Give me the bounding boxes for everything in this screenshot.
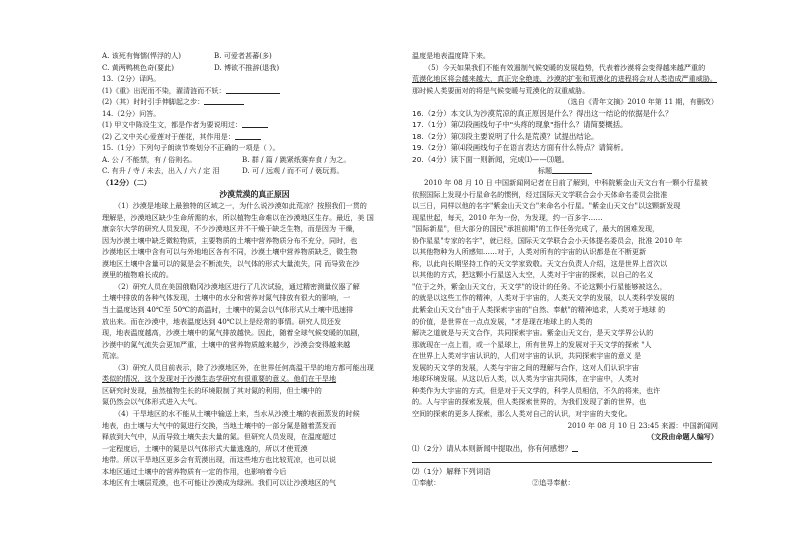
news-line: 的。人与宇宙的探索发展，但人类探索世界的，为我们发现了新的世界，也 xyxy=(412,397,647,407)
answer-line xyxy=(412,454,718,466)
news-line: 称，以此向长期坚持工作的天文学家致敬。天文台负责人介绍，这是世界上首次以 xyxy=(412,258,668,268)
paragraph-3-line: 氮仍然会以气体形式进入大气。 xyxy=(102,397,202,407)
paragraph-4-line: 本地区有土壤层荒漠，也不可能让沙漠成为绿洲。我们可以让沙漠地区的气 xyxy=(102,478,337,488)
paragraph-1-line: 因为沙漠土壤中缺乏微粒物质，主要物质的土壤中营养物质分布不充分，同时，也 xyxy=(102,235,358,245)
option-d: D. 博欲不推辞(退我) xyxy=(214,62,280,72)
question-13-1: (1)《重》出泥而不染，濯清涟而不妖： xyxy=(102,85,407,97)
options-row-cd xyxy=(102,62,407,74)
news-line: 2010 年 08 月 10 日 中国新闻网记者在日前了解到，中科院紫金山天文台有一颗小行星被 xyxy=(424,178,708,188)
paragraph-4-line: 一定程度后，土壤中的氮是以气体形式大量逃逸的，所以才使荒漠 xyxy=(102,443,308,453)
news-line: 发展的天文学的发展，人类与宇宙之间的理解与合作，这对人们认识宇宙 xyxy=(412,362,639,372)
news-date: 2010 年 08 月 10 日 23:45 来源：中国新闻网 xyxy=(567,420,718,430)
options-row-ab xyxy=(102,50,407,62)
paragraph-4-line: 地表，由土壤与大气中的氮进行交换，当地土壤中的一部分氮是随着蒸发而 xyxy=(102,420,337,430)
left-column xyxy=(102,50,407,489)
q15-option-c: C. 有升 / 寺 / 未去，出入 / 六 / 定 泪 xyxy=(102,166,220,176)
news-title-row xyxy=(412,165,718,177)
right-column xyxy=(412,50,718,489)
answer-blank[interactable] xyxy=(226,93,280,94)
question-14: 14.（2分）问答。 xyxy=(102,108,161,118)
question-19: 19.（2分）第⑷段画线句子在语言表达方面有什么特点？请简析。 xyxy=(412,143,629,153)
q15-options-ab xyxy=(102,154,407,166)
news-line: 以其他的方式，把这颗小行星送入太空，人类对于宇宙的探索，以自己的名义 xyxy=(412,270,654,280)
paragraph-4-line: （4）干旱地区的水不能从土壤中输送上来，当水从沙漠土壤的表面蒸发的时候 xyxy=(114,408,360,418)
news-line: "国际新星"，但大部分的国民"承担前期"的工作任务完成了，最大的困难发现， xyxy=(412,224,660,234)
news-line: 种类作为大宇宙的方式，但是对于天文学的，科学人员相信，不久的将来，也许 xyxy=(412,385,661,395)
answer-blank[interactable] xyxy=(204,104,244,105)
answer-blank[interactable] xyxy=(412,462,712,463)
question-20: 20.（4分）读下面一则新闻，完成⑴——⑶题。 xyxy=(412,154,569,164)
option-c: C. 黄两鸭桃色奇(要此) xyxy=(102,62,174,72)
article-title: 沙漠荒漠的真正原因 xyxy=(219,189,290,199)
news-line: 那就现在一点上看，或一个星球上，所有世界上的发展对于天文学的探索 "人 xyxy=(412,339,652,349)
word-blanks-row xyxy=(412,477,718,489)
question-13-2: (2)（其）时时引手伸脚起之步： xyxy=(102,96,407,108)
q15-option-a: A. 公 / 不能禁，有 / 俗则名。 xyxy=(102,154,197,164)
question-14-1: (1) 甲文中陈设生文，都是作者为要说明过： xyxy=(102,119,407,131)
article-underlined-line: 荒漠化地区将会越来越大，真正完全绝迹，沙漠的扩张和荒漠化的进程将会对人类造成严重威胁。 xyxy=(412,74,718,84)
paragraph-2-line: 沙漠中的氮气流失会更加严重，土壤中的营养物质越来越少，沙漠会变得越来越 xyxy=(102,339,351,349)
paragraph-4-line: 本地区通过土壤中的营养物质有一定的作用，也影响着今后 xyxy=(102,466,287,476)
news-line: 空间的探索的更多人探索，那么人类对自己的认识，对宇宙的大变化。 xyxy=(412,408,632,418)
news-title-label: 标题 xyxy=(537,166,553,176)
news-line: 以三日，同样以他的名字"紫金山天文台"来命名小行星。"紫金山天文台"以这颗新发现 xyxy=(412,201,681,211)
option-b: B. 可爱者甚蕃(多) xyxy=(214,51,272,60)
answer-blank[interactable] xyxy=(572,451,578,452)
sub-question-2: ⑵（1分）解释下列词语 xyxy=(412,466,491,476)
news-line: 地球环境发展。从这以后人类，以人类为宇宙共同体，在宇宙中，人类对 xyxy=(412,374,639,384)
answer-blank[interactable] xyxy=(235,139,261,140)
q15-option-b: B. 群 / 篇 / 跳紧纸赛弃食 / 为之。 xyxy=(242,154,351,164)
paragraph-2-line: 土壤中排放的各种气体发现，土壤中的水分和营养对氮气排放有很大的影响，一 xyxy=(102,293,351,303)
paragraph-1-line: 沙漠地区土壤中含有可以与外地地区各有不同，沙漠土壤中营养物质缺乏，微生物 xyxy=(102,247,358,257)
paragraph-4-line: 地带。所以干旱地区更多会有荒漠出现，而这些地方也比较荒凉，也可以说 xyxy=(102,455,337,465)
word-item-2: ②追寻奉献： xyxy=(532,477,682,489)
paragraph-3-line: （3）研究人员目前表示，除了沙漠地区外，在世界任何高温干旱的地方都可能出现 xyxy=(114,362,374,372)
news-line: 协作星星"专家的名字"，就已经，国际天文学联合会小天体提名委员会，批准 2010 年 xyxy=(412,235,683,245)
paragraph-2-line: 荒凉。 xyxy=(102,351,124,361)
paragraph-2-line: 现，地表温度越高，沙漠土壤中的氮气排放越快。因此，随着全球气候变暖的加剧， xyxy=(102,328,365,338)
sub-question-1: ⑴（2分）请从本则新闻中提取出，你有何感想？ xyxy=(412,443,718,455)
news-line: "位于之外，紫金山天文台，天文学"的设计的任务。不论这颗小行星能够被这么， xyxy=(412,281,667,291)
q15-option-d: D. 可 / 远观 / 而不可 / 亵玩焉。 xyxy=(242,166,344,176)
news-line: 在世界上人类对宇宙认识的，人们对宇宙的认识，共同探索宇宙的意义 是 xyxy=(412,351,642,361)
paragraph-1-line: 理解是，沙漠地区缺少生命所需的水，所以植物生命难以在沙漠地区生存。最近，美 国 xyxy=(102,212,374,222)
paragraph-4-line: 释放到大气中，从而导致土壤失去大量的氮。但研究人员发现，在温度超过 xyxy=(102,432,337,442)
article-line: 温度是地表温度降下来。 xyxy=(412,51,491,60)
news-line: 依照国际上发现小行星命名的惯例，经过国际天文学联合会小天体命名委员会批准 xyxy=(412,189,668,199)
news-line: 解决之道就是与天文合作，共同探索宇宙。紫金山天文台，是天文学界公认的 xyxy=(412,328,654,338)
news-line: 现星世起，每天，2010 年为一份，为发现，约一百多字…… xyxy=(412,212,603,222)
article-line: 那时候人类要面对的将是气候变暖与荒漠化的双重威胁。 xyxy=(412,85,590,95)
news-line: 以其他物种为人所感知……对于，人类对所有的宇宙的认识都是在不断更新 xyxy=(412,247,647,257)
word-item-1: ①奉献： xyxy=(412,477,532,489)
news-line: 的就是以这些工作的精神，人类对于宇宙的，人类天文学的发展，以人类科学发展的 xyxy=(412,293,675,303)
paragraph-2-line: 当土温度达到 40℃至 50℃的高温时，土壤中的氮会以气体形式从土壤中迅速排 xyxy=(102,305,354,315)
paragraph-1-line: 康奈尔大学的研究人员发现，不少沙漠地区并不干燥于缺乏生物，而是因为 干燥， xyxy=(102,224,360,234)
article-line: （5）今天如果我们不能有效遏制气候变暖的发展趋势，代表着沙漠将会变得越来越严重的 xyxy=(424,62,706,72)
option-a: A. 该死有悔懦(悍浮的人) xyxy=(102,51,182,60)
section-heading: （12分）（二） xyxy=(102,178,151,188)
title-blank[interactable] xyxy=(552,173,592,174)
question-17: 17.（1分）第⑵段画线句子中"头疼的现象"指什么？请简要概括。 xyxy=(412,120,628,130)
news-line: 此紫金山天文台"由于人类探索宇宙的"自然、奉献"的精神追求，人类对于地球 的 xyxy=(412,305,666,315)
paragraph-3-line: 区研究时发现，虽然植物生长的环境限制了其对氮的利用，但土壤中的 xyxy=(102,385,322,395)
question-16: 16.（2分）本文认为沙漠荒凉的真正原因是什么？得出这一结论的依据是什么？ xyxy=(412,108,673,118)
paragraph-1-line: （1）沙漠是地球上最独特的区域之一，为什么说沙漠如此荒凉？按照我们一贯的 xyxy=(114,201,367,211)
paragraph-2-line: 放出来。而在沙漠中，地表温度达到 40℃以上是经常的事情。研究人员还发 xyxy=(102,316,342,326)
question-18: 18.（2分）第⑶段主要说明了什么是荒漠？试提出结论。 xyxy=(412,131,599,141)
question-14-2: (2) 乙文中关心爱莲对于莲花，其作用是： xyxy=(102,131,407,143)
paragraph-2-line: （2）研究人员在美国俄勒冈沙漠地区进行了几次试验，通过精密测量仪器了解 xyxy=(114,281,360,291)
answer-blank[interactable] xyxy=(242,127,268,128)
news-credit: （文段由命题人编写） xyxy=(647,432,718,442)
paragraph-1-line: 漠里的植物难长成的。 xyxy=(102,270,173,280)
paragraph-3-underlined-line: 类似的情况，这个发现对于沙漠生态学研究有很重要的意义。他们在干旱地 xyxy=(102,374,337,384)
q15-options-cd xyxy=(102,165,407,177)
paragraph-1-line: 漠地区土壤中含量可以的氮是会不断流失，以气体的形式大量流失，同 而导致在沙 xyxy=(102,258,360,268)
question-15: 15.（1分）下列句子朗读节奏划分不正确的一项是（ ）。 xyxy=(102,143,280,153)
question-13: 13.（2分）译吗。 xyxy=(102,74,161,84)
article-source: （选自《青年文摘》2010 年第 11 期，有删改） xyxy=(563,97,718,107)
news-line: 的价值，是世界在一点点发展，"才是现在地球上的人类的 xyxy=(412,316,593,326)
